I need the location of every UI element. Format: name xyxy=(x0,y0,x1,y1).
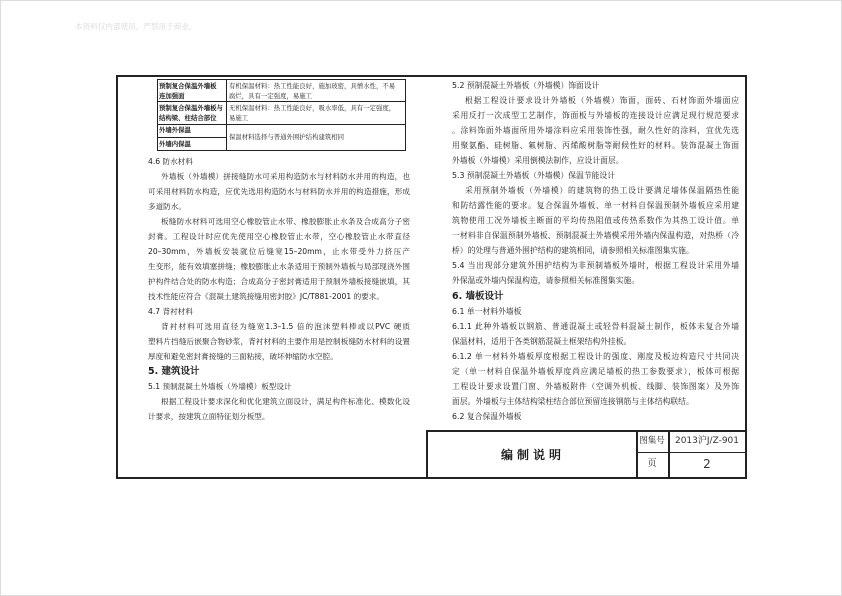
paragraph-line: 根据工程设计要求深化和优化建筑立面设计，满足构件标准化、模数化设 xyxy=(161,397,410,406)
section-heading: 4.6 防水材料 xyxy=(148,157,193,166)
paragraph-line: 面层。外墙板与主体结构梁柱结合部位预留连接钢筋与主体结构联结。 xyxy=(452,397,694,406)
paragraph-line: 采用反打一次成型工艺制作，饰面板与外墙板的连接设计应满足现行规范要求 xyxy=(452,111,739,120)
section-heading: 6.1 单一材料外墙板 xyxy=(452,307,522,316)
title-block-title: 编制说明 xyxy=(500,448,565,462)
paragraph-line: 厚度和避免密封膏接缝的三面粘接，破坏伸缩防水空腔。 xyxy=(148,352,338,361)
table-cell-material: 有机保温材料：热工性能良好，施加玻密，具憎水性，不易 xyxy=(229,81,396,90)
paragraph-line: 多道防水。 xyxy=(148,202,186,211)
table-cell-material: 保温材料选择与普通外围护结构建筑相同 xyxy=(229,133,345,141)
table-cell-material: 易施工 xyxy=(229,113,249,122)
paragraph-line: 采用预制外墙板（外墙模）的建筑物的热工设计要满足墙体保温隔热性能 xyxy=(465,186,739,195)
section-heading: 6.2 复合保温外墙板 xyxy=(452,412,522,421)
paragraph-line: 外墙板（外墙模）采用倒模法制作，应设计面层。 xyxy=(452,156,624,165)
title-block-top-border xyxy=(426,430,746,432)
frame-bottom-border xyxy=(116,477,747,479)
paragraph-line: 板缝防水材料可选用空心橡胶管止水带、橡胶膨胀止水条及合成高分子密 xyxy=(161,217,410,226)
frame-top-border xyxy=(116,75,747,77)
paragraph-line: 技术性能应符合《混凝土建筑接缝用密封胶》JC/T881-2001 的要求。 xyxy=(148,292,384,301)
paragraph-line: 计要求，按建筑立面特征划分板型。 xyxy=(148,412,270,421)
page-number-label: 页 xyxy=(647,459,657,469)
paragraph-line: 根据工程设计要求设计外墙板（外墙模）饰面，面砖、石材饰面外墙面应 xyxy=(465,96,739,105)
paragraph-line: 。涂料饰面外墙面所用外墙涂料应采用装饰性强，耐久性好的涂料，宜优先选 xyxy=(452,126,739,135)
paragraph-line: 定（单一材料自保温外墙板厚度尚应满足墙板的热工参数要求），板体可根据 xyxy=(452,367,739,376)
paragraph-line: 护构件结合处的防水构造；合成高分子密封膏适用于预制外墙板接缝嵌填，其 xyxy=(148,277,410,286)
paragraph-line: 工程设计要求设置门窗、外墙板附件（空调外机板、线脚、装饰图案）及外饰 xyxy=(452,382,739,391)
paragraph-line: 生变形，能有效填塞拼缝；橡胶膨胀止水条适用于预制外墙板与局部现浇外围 xyxy=(148,262,410,271)
chapter-heading: 6. 墙板设计 xyxy=(452,291,504,302)
paragraph-line: 筑物使用工况外墙板主断面的平均传热阻值或传热系数作为其热工设计值。单 xyxy=(452,216,739,225)
section-heading: 5.1 预制混凝土外墙板（外墙模）板型设计 xyxy=(148,382,292,391)
section-heading: 5.3 预制混凝土外墙板（外墙模）保温节能设计 xyxy=(452,171,616,180)
paragraph-line: 塑料片挡缝后嵌聚合物砂浆，背衬材料的主要作用是控制板缝防水材料的设置 xyxy=(148,337,410,346)
atlas-number: 2013沪J/Z-901 xyxy=(674,436,740,446)
paragraph-line: 桥）的处理与普通外围护结构的建筑相同，请参照相关标准图集实施。 xyxy=(452,246,694,255)
table-row-divider xyxy=(157,101,406,102)
paragraph-line: 可采用材料防水构造，应优先选用构造防水与材料防水并用的构造措施，形成 xyxy=(148,187,410,196)
table-row-divider xyxy=(157,137,226,138)
paragraph-line: 外保温或外墙内保温构造，请参照相关标准图集实施。 xyxy=(452,276,640,285)
frame-left-border xyxy=(116,75,118,479)
table-cell-part: 连加强面 xyxy=(159,91,185,100)
frame-right-border xyxy=(745,75,747,479)
paragraph-line: 5.4 当出现部分建筑外围护结构为非预制墙板外墙时，根据工程设计采用外墙 xyxy=(452,261,739,270)
section-heading: 5.2 预制混凝土外墙板（外墙模）饰面设计 xyxy=(452,81,600,90)
paragraph-line: 一材料非自保温预制外墙板、预制混凝土外墙模采用外墙内保温构造，对热桥（冷 xyxy=(452,231,739,240)
table-cell-material: 无机保温材料：热工性能良好，吸水率低，具有一定强度， xyxy=(229,103,396,112)
table-cell-part: 结构梁、柱结合部位 xyxy=(159,113,217,122)
paragraph-line: 保温材料，适用于各类钢筋混凝土框架结构外挂板。 xyxy=(452,337,632,346)
paragraph-line: 6.1.2 单一材料外墙板厚度根据工程设计的强度、刚度及板边构造尺寸共同决 xyxy=(452,352,739,361)
atlas-number-label: 图集号 xyxy=(639,436,665,446)
table-column-divider xyxy=(226,79,227,151)
watermark-text: 本资料仅内部使用，严禁用于商业。 xyxy=(75,22,197,31)
paragraph-line: 背衬材料可选用直径为缝宽1.3–1.5 倍的泡沫塑料棒或以PVC 硬质 xyxy=(161,322,410,331)
table-row-divider xyxy=(157,124,406,125)
paragraph-line: 和防结露性能的要求。复合保温外墙板、单一材料自保温预制外墙板应采用建 xyxy=(452,201,739,210)
paragraph-line: 6.1.1 此种外墙板以钢筋、普通混凝土或轻骨料混凝土制作，板体未复合外墙 xyxy=(452,322,739,331)
chapter-heading: 5. 建筑设计 xyxy=(148,366,200,377)
table-cell-part: 外墙外保温 xyxy=(159,126,191,134)
paragraph-line: 外墙板（外墙模）拼接缝防水可采用构造防水与材料防水并用的构造，也 xyxy=(161,172,410,181)
paragraph-line: 用聚氨酯、硅树脂、氟树脂、丙烯酸树脂等耐候性好的材料。装饰混凝土饰面 xyxy=(452,141,739,150)
table-cell-part: 预制复合保温外墙板与 xyxy=(159,103,223,112)
paragraph-line: 20–30mm，外墙板安装就位后缝宽15–20mm，止水带受外力挤压产 xyxy=(148,247,410,256)
table-cell-part: 外墙内保温 xyxy=(159,139,191,148)
section-heading: 4.7 背衬材料 xyxy=(148,307,193,316)
title-block-divider xyxy=(636,452,746,453)
page-number: 2 xyxy=(703,457,711,471)
paragraph-line: 封膏。工程设计时应优先使用空心橡胶管止水带，空心橡胶管止水带直径 xyxy=(148,232,410,241)
table-cell-material: 腐烂，具有一定强度，易施工 xyxy=(229,91,313,100)
table-cell-part: 预制复合保温外墙板 xyxy=(159,81,217,90)
